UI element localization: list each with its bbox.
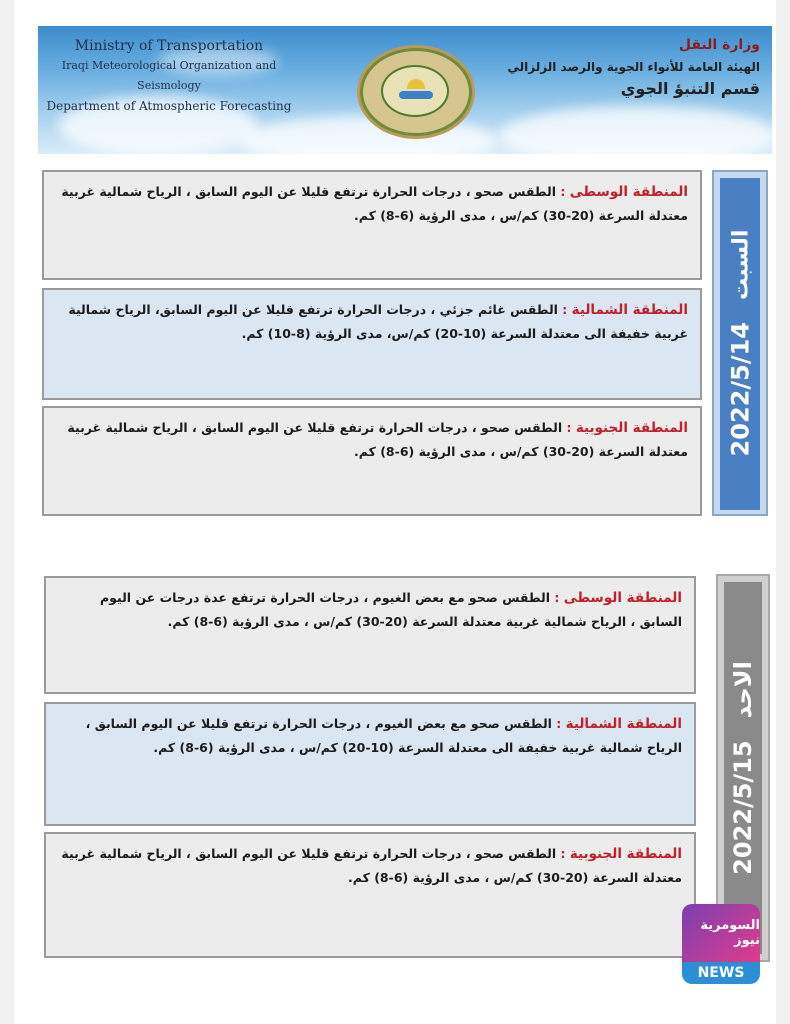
watermark-bottom: NEWS	[682, 962, 760, 984]
organization-name-en: Iraqi Meteorological Organization and Seismology	[61, 59, 277, 92]
forecast-text: الطقس صحو ، درجات الحرارة ترتفع قليلا عن اليوم السابق ، الرياح شمالية غربية معتدلة السرعة (20-30) كم/س ، مدى الرؤية (6-8) كم.	[61, 184, 688, 223]
header-banner	[38, 26, 772, 154]
news-watermark-logo	[682, 904, 760, 984]
forecast-card-south: المنطقة الجنوبية : الطقس صحو ، درجات الحرارة ترتفع قليلا عن اليوم السابق ، الرياح شمالية غربية معتدلة السرعة (20-30) كم/س ، مدى الرؤية (6-8) كم.	[44, 832, 696, 958]
organization-name-ar: الهيئة العامة للأنواء الجوية والرصد الزلزالي	[507, 60, 760, 74]
region-name: المنطقة الجنوبية	[569, 846, 682, 862]
forecast-text: الطقس صحو ، درجات الحرارة ترتفع قليلا عن اليوم السابق ، الرياح شمالية غربية معتدلة السرعة (20-30) كم/س ، مدى الرؤية (6-8) كم.	[67, 420, 688, 459]
forecast-card-north: المنطقة الشمالية : الطقس غائم جزئي ، درجات الحرارة ترتفع قليلا عن اليوم السابق، الرياح شمالية غربية خفيفة الى معتدلة السرعة (10-20) كم/س، مدى الرؤية (8-10) كم.	[42, 288, 702, 400]
day-date: 2022/5/14	[726, 322, 754, 457]
header-english	[44, 36, 294, 116]
forecast-card-south: المنطقة الجنوبية : الطقس صحو ، درجات الحرارة ترتفع قليلا عن اليوم السابق ، الرياح شمالية غربية معتدلة السرعة (20-30) كم/س ، مدى الرؤية (6-8) كم.	[42, 406, 702, 516]
day-name: الاحد	[729, 661, 758, 719]
organization-logo	[360, 48, 472, 136]
forecast-text: الطقس غائم جزئي ، درجات الحرارة ترتفع قليلا عن اليوم السابق، الرياح شمالية غربية خفيفة الى معتدلة السرعة (10-20) كم/س، مدى الرؤية (8-10) كم.	[68, 302, 688, 341]
forecast-text: الطقس صحو مع بعض الغيوم ، درجات الحرارة ترتفع قليلا عن اليوم السابق ، الرياح شمالية غربية خفيفة الى معتدلة السرعة (10-20) كم/س ، مدى الرؤية (6-8) كم.	[85, 716, 682, 755]
day-name: السبت	[727, 229, 753, 301]
region-name: المنطقة الوسطى	[569, 184, 688, 200]
region-name: المنطقة الشمالية	[565, 716, 682, 732]
header-arabic	[500, 34, 760, 100]
region-name: المنطقة الوسطى	[563, 590, 682, 606]
watermark-top: السومرية نيوز	[682, 904, 760, 962]
region-name: المنطقة الجنوبية	[575, 420, 688, 436]
forecast-card-central: المنطقة الوسطى : الطقس صحو ، درجات الحرارة ترتفع قليلا عن اليوم السابق ، الرياح شمالية غربية معتدلة السرعة (20-30) كم/س ، مدى الرؤية (6-8) كم.	[42, 170, 702, 280]
forecast-text: الطقس صحو مع بعض الغيوم ، درجات الحرارة ترتفع عدة درجات عن اليوم السابق ، الرياح شمالية غربية معتدلة السرعة (20-30) كم/س ، مدى الرؤية (6-8) كم.	[100, 590, 682, 629]
day-tab-saturday	[712, 170, 768, 516]
forecast-card-central: المنطقة الوسطى : الطقس صحو مع بعض الغيوم ، درجات الحرارة ترتفع عدة درجات عن اليوم السابق ، الرياح شمالية غربية معتدلة السرعة (20-30) كم/س ، مدى الرؤية (6-8) كم.	[44, 576, 696, 694]
ministry-name-en: Ministry of Transportation	[74, 38, 264, 54]
forecast-card-north: المنطقة الشمالية : الطقس صحو مع بعض الغيوم ، درجات الحرارة ترتفع قليلا عن اليوم السابق ، الرياح شمالية غربية خفيفة الى معتدلة السرعة (10-20) كم/س ، مدى الرؤية (6-8) كم.	[44, 702, 696, 826]
ministry-name-ar: وزارة النقل	[678, 37, 760, 53]
region-name: المنطقة الشمالية	[571, 302, 688, 318]
forecast-text: الطقس صحو ، درجات الحرارة ترتفع قليلا عن اليوم السابق ، الرياح شمالية غربية معتدلة السرعة (20-30) كم/س ، مدى الرؤية (6-8) كم.	[61, 846, 682, 885]
department-name-en: Department of Atmospheric Forecasting	[46, 99, 292, 113]
day-date: 2022/5/15	[729, 740, 758, 875]
department-name-ar: قسم التنبؤ الجوي	[620, 79, 760, 98]
